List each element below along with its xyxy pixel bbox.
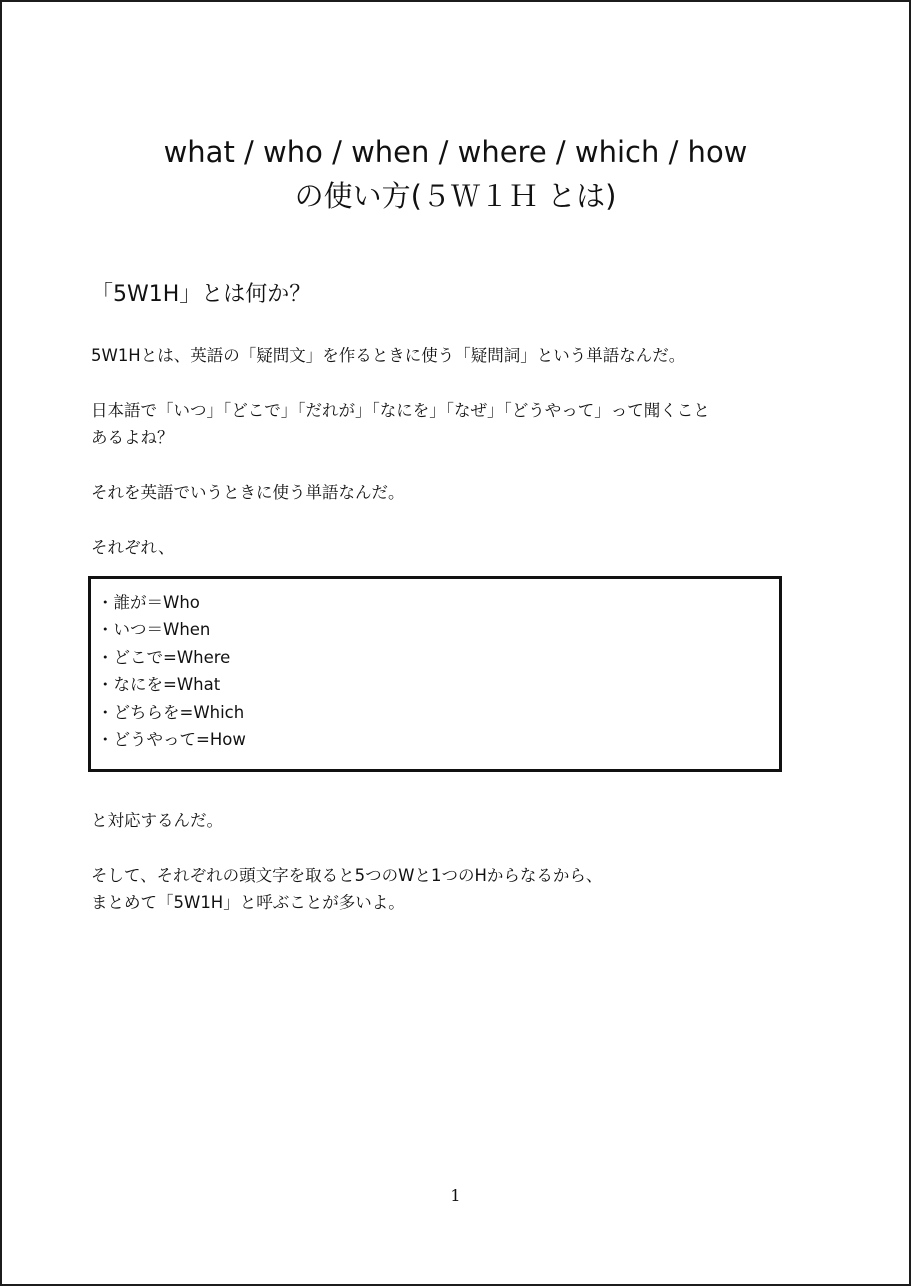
list-item: ・どこで=Where [97, 647, 231, 667]
page-number: 1 [450, 1186, 461, 1205]
list-item: ・誰が＝Who [97, 593, 200, 612]
paragraph-line: そして、それぞれの頭文字を取ると5つのWと1つのHからなるから、 [91, 866, 603, 885]
paragraph-line: それぞれ、 [91, 538, 175, 557]
paragraph-summary [91, 862, 602, 916]
paragraph-correspondence [91, 807, 223, 834]
title-line-1: what / who / when / where / which / how [163, 135, 748, 169]
paragraph-japanese-examples [91, 397, 710, 451]
title-line-2: の使い方(５Ｗ１Ｈ とは) [294, 179, 617, 213]
list-item: ・なにを=What [97, 675, 221, 695]
paragraph-line: 日本語で「いつ」「どこで」「だれが」「なにを」「なぜ」「どうやって」って聞くこと [91, 401, 710, 420]
paragraph-intro-list [91, 534, 175, 561]
correspondence-list [97, 589, 779, 753]
list-item: ・いつ＝When [97, 620, 211, 640]
page-title [2, 130, 909, 218]
paragraph-line: と対応するんだ。 [91, 811, 223, 830]
paragraph-line: あるよね？ [91, 428, 174, 447]
paragraph-line: まとめて「5W1H」と呼ぶことが多いよ。 [91, 893, 405, 912]
section-heading: 「5W1H」とは何か？ [91, 282, 312, 307]
paragraph-definition [91, 342, 685, 369]
paragraph-line: 5W1Hとは、英語の「疑問文」を作るときに使う「疑問詞」という単語なんだ。 [91, 346, 686, 365]
correspondence-box [88, 576, 782, 772]
paragraph-line: それを英語でいうときに使う単語なんだ。 [91, 483, 405, 502]
list-item: ・どうやって=How [97, 730, 246, 750]
list-item: ・どちらを=Which [97, 702, 245, 722]
paragraph-english-usage [91, 479, 405, 506]
